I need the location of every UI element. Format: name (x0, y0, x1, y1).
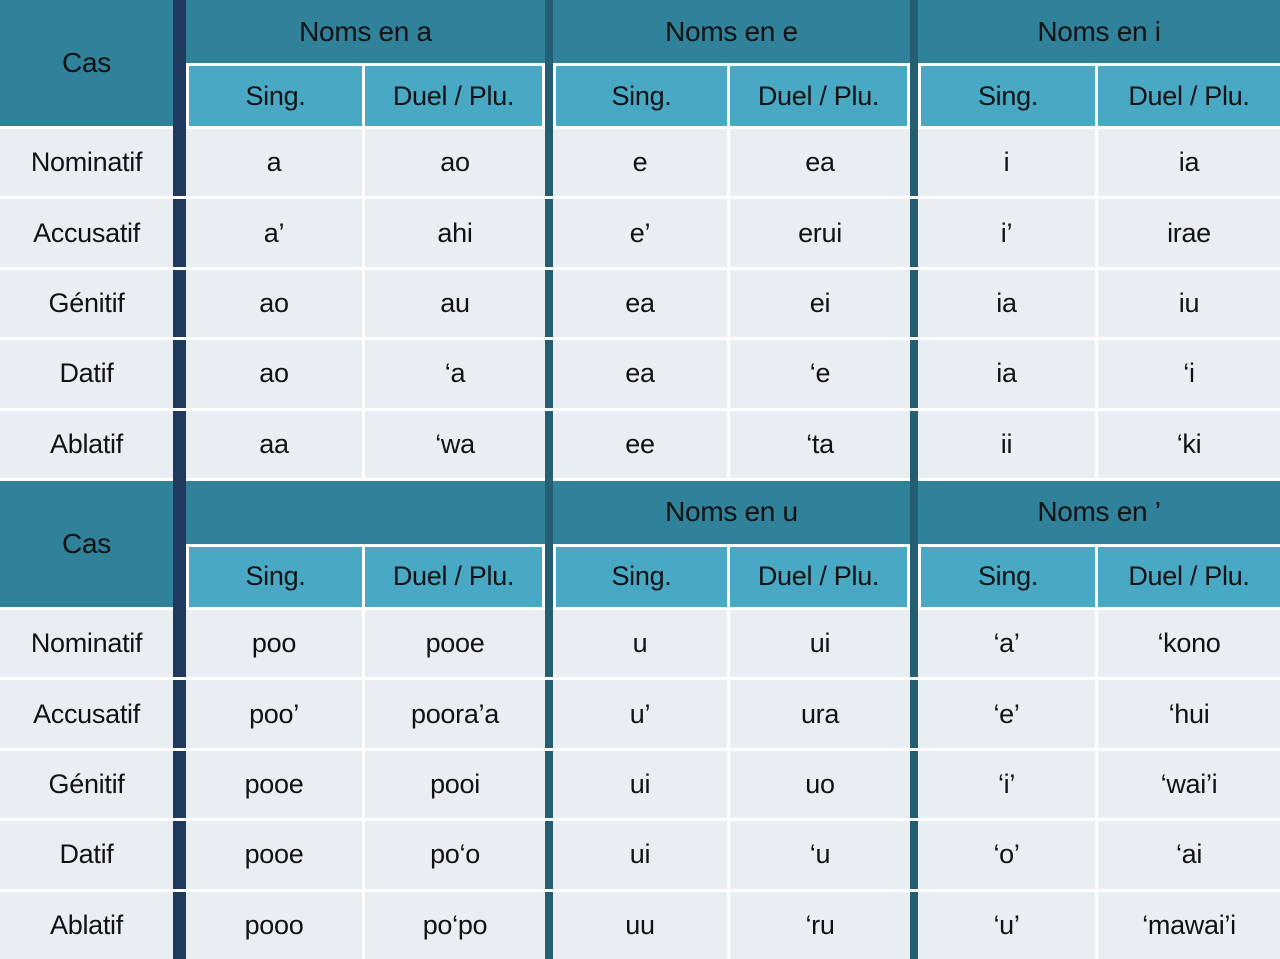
value-cell: irae (1095, 199, 1280, 266)
group-header-noms-en-i: Noms en i (918, 0, 1280, 63)
divider-teal-2 (910, 0, 918, 196)
value-cell: ea (553, 270, 727, 337)
value-cell: ‘mawai’i (1095, 892, 1280, 959)
group-header-empty (186, 481, 545, 544)
value-cell: ia (1095, 129, 1280, 196)
divider-teal-1 (545, 270, 553, 337)
divider-navy (173, 680, 186, 747)
value-cell: ‘ai (1095, 821, 1280, 888)
value-cell: au (362, 270, 545, 337)
divider-teal-1 (545, 340, 553, 407)
value-cell: po‘o (362, 821, 545, 888)
divider-teal-1 (545, 821, 553, 888)
value-cell: i (918, 129, 1095, 196)
value-cell: ui (553, 821, 727, 888)
value-cell: ‘wa (362, 411, 545, 478)
value-cell: poora’a (362, 680, 545, 747)
value-cell: ‘ki (1095, 411, 1280, 478)
value-cell: ‘o’ (918, 821, 1095, 888)
divider-navy (173, 411, 186, 678)
value-cell: pooe (186, 751, 362, 818)
case-label: Génitif (0, 751, 173, 818)
value-cell: ‘kono (1095, 610, 1280, 677)
value-cell: a’ (186, 199, 362, 266)
subheader-duel-plu: Duel / Plu. (1095, 66, 1280, 126)
value-cell: ‘hui (1095, 680, 1280, 747)
case-label: Datif (0, 821, 173, 888)
divider-navy (173, 751, 186, 818)
case-label: Génitif (0, 270, 173, 337)
case-label: Accusatif (0, 680, 173, 747)
value-cell: ‘wai’i (1095, 751, 1280, 818)
value-cell: ia (918, 270, 1095, 337)
divider-teal-2 (910, 199, 918, 266)
value-cell: ‘u’ (918, 892, 1095, 959)
case-label: Ablatif (0, 892, 173, 959)
value-cell: pooe (362, 610, 545, 677)
value-cell: poo (186, 610, 362, 677)
value-cell: ei (727, 270, 910, 337)
subheader-sing: Sing. (186, 66, 362, 126)
value-cell: u (553, 610, 727, 677)
value-cell: ahi (362, 199, 545, 266)
divider-teal-1 (545, 680, 553, 747)
divider-teal-2 (910, 751, 918, 818)
subheader-duel-plu: Duel / Plu. (362, 66, 545, 126)
subheader-sing: Sing. (918, 66, 1095, 126)
case-label: Accusatif (0, 199, 173, 266)
value-cell: erui (727, 199, 910, 266)
subheader-sing: Sing. (553, 547, 727, 607)
value-cell: ‘ta (727, 411, 910, 478)
value-cell: ‘i’ (918, 751, 1095, 818)
value-cell: pooo (186, 892, 362, 959)
case-label: Nominatif (0, 610, 173, 677)
value-cell: ii (918, 411, 1095, 478)
subheader-duel-plu: Duel / Plu. (727, 66, 910, 126)
divider-teal-2 (910, 411, 918, 678)
group-header-noms-en-e: Noms en e (553, 0, 910, 63)
divider-teal-1 (545, 0, 553, 196)
value-cell: u’ (553, 680, 727, 747)
value-cell: ‘a (362, 340, 545, 407)
divider-navy (173, 0, 186, 196)
value-cell: e (553, 129, 727, 196)
value-cell: ea (553, 340, 727, 407)
value-cell: e’ (553, 199, 727, 266)
case-label: Nominatif (0, 129, 173, 196)
value-cell: a (186, 129, 362, 196)
divider-teal-2 (910, 270, 918, 337)
divider-teal-2 (910, 892, 918, 959)
value-cell: poo’ (186, 680, 362, 747)
case-label: Datif (0, 340, 173, 407)
value-cell: po‘po (362, 892, 545, 959)
value-cell: ui (553, 751, 727, 818)
value-cell: uo (727, 751, 910, 818)
divider-teal-1 (545, 892, 553, 959)
corner-header-cas-2: Cas (0, 481, 173, 607)
divider-navy (173, 199, 186, 266)
subheader-duel-plu: Duel / Plu. (1095, 547, 1280, 607)
value-cell: ‘e (727, 340, 910, 407)
value-cell: ao (186, 340, 362, 407)
divider-navy (173, 340, 186, 407)
value-cell: pooe (186, 821, 362, 888)
value-cell: aa (186, 411, 362, 478)
value-cell: ao (362, 129, 545, 196)
group-header-noms-en-a: Noms en a (186, 0, 545, 63)
divider-teal-1 (545, 411, 553, 678)
corner-header-cas-1: Cas (0, 0, 173, 126)
divider-teal-1 (545, 199, 553, 266)
value-cell: ia (918, 340, 1095, 407)
value-cell: pooi (362, 751, 545, 818)
value-cell: uu (553, 892, 727, 959)
group-header-noms-en-u: Noms en u (553, 481, 910, 544)
divider-teal-1 (545, 751, 553, 818)
value-cell: ui (727, 610, 910, 677)
value-cell: ‘ru (727, 892, 910, 959)
value-cell: ao (186, 270, 362, 337)
value-cell: iu (1095, 270, 1280, 337)
case-label: Ablatif (0, 411, 173, 478)
subheader-duel-plu: Duel / Plu. (362, 547, 545, 607)
divider-navy (173, 821, 186, 888)
value-cell: ura (727, 680, 910, 747)
subheader-sing: Sing. (186, 547, 362, 607)
group-header-noms-en-glottal: Noms en ’ (918, 481, 1280, 544)
value-cell: ‘a’ (918, 610, 1095, 677)
divider-navy (173, 270, 186, 337)
divider-teal-2 (910, 821, 918, 888)
value-cell: i’ (918, 199, 1095, 266)
value-cell: ea (727, 129, 910, 196)
value-cell: ‘e’ (918, 680, 1095, 747)
divider-navy (173, 892, 186, 959)
divider-teal-2 (910, 680, 918, 747)
value-cell: ee (553, 411, 727, 478)
value-cell: ‘u (727, 821, 910, 888)
value-cell: ‘i (1095, 340, 1280, 407)
subheader-sing: Sing. (918, 547, 1095, 607)
subheader-sing: Sing. (553, 66, 727, 126)
divider-teal-2 (910, 340, 918, 407)
subheader-duel-plu: Duel / Plu. (727, 547, 910, 607)
